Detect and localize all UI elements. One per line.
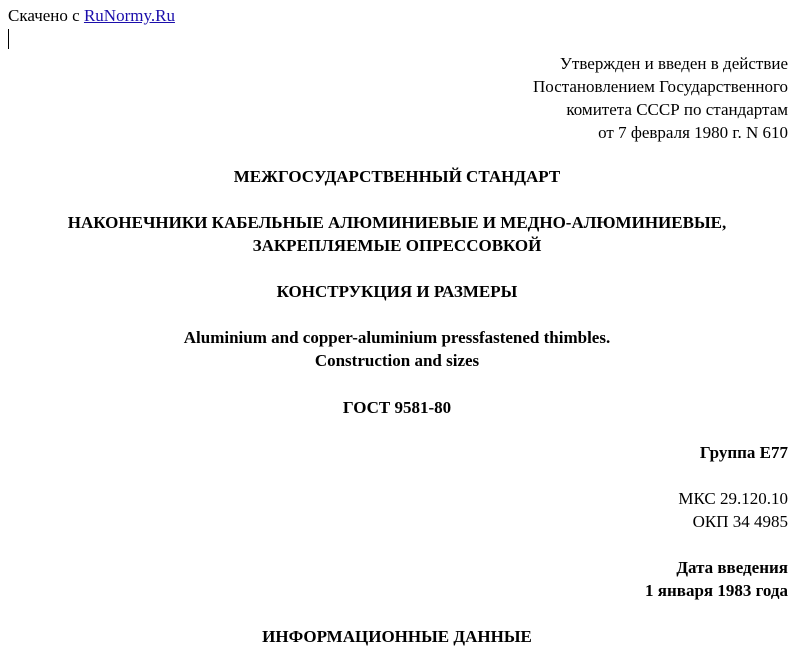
title-ru bbox=[0, 211, 794, 257]
okp-code: ОКП 34 4985 bbox=[692, 512, 788, 531]
title-ru-line-1: НАКОНЕЧНИКИ КАБЕЛЬНЫЕ АЛЮМИНИЕВЫЕ И МЕДНО-АЛЮМИНИЕВЫЕ, bbox=[67, 213, 727, 232]
title-ru-line-2: ЗАКРЕПЛЯЕМЫЕ ОПРЕССОВКОЙ bbox=[252, 236, 542, 255]
approval-line-1: Утвержден и введен в действие bbox=[559, 54, 788, 73]
gost-number: ГОСТ 9581-80 bbox=[342, 398, 452, 417]
subtitle-ru: КОНСТРУКЦИЯ И РАЗМЕРЫ bbox=[276, 282, 518, 301]
title-en-line-2: Construction and sizes bbox=[314, 351, 480, 370]
mks-code: МКС 29.120.10 bbox=[678, 489, 788, 508]
download-prefix: Скачено с bbox=[8, 6, 84, 25]
intro-date-value: 1 января 1983 года bbox=[645, 581, 788, 600]
runormy-link[interactable]: RuNormy.Ru bbox=[83, 6, 175, 25]
approval-line-4: от 7 февраля 1980 г. N 610 bbox=[598, 123, 788, 142]
title-en bbox=[0, 326, 794, 372]
download-source-line bbox=[8, 6, 175, 26]
text-cursor bbox=[8, 29, 9, 49]
title-en-line-1: Aluminium and copper-aluminium pressfastened thimbles. bbox=[183, 328, 611, 347]
intro-date-block bbox=[645, 556, 788, 602]
group-code: Группа Е77 bbox=[699, 443, 788, 462]
approval-line-3: комитета СССР по стандартам bbox=[566, 100, 788, 119]
section-heading: ИНФОРМАЦИОННЫЕ ДАННЫЕ bbox=[262, 627, 532, 646]
approval-line-2: Постановлением Государственного bbox=[533, 77, 788, 96]
standard-type-heading: МЕЖГОСУДАРСТВЕННЫЙ СТАНДАРТ bbox=[233, 167, 561, 186]
intro-date-label: Дата введения bbox=[676, 558, 788, 577]
classification-codes bbox=[678, 487, 788, 533]
approval-block bbox=[533, 52, 788, 144]
